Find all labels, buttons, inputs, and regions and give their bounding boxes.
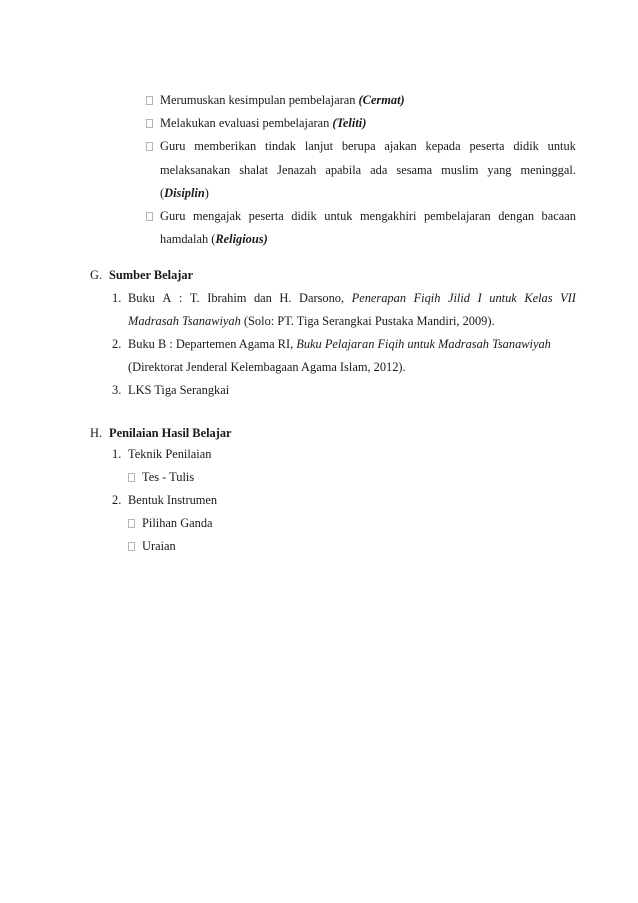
bullet-item-disiplin-tag: (Disiplin) (160, 186, 209, 200)
list-number: 3. (112, 383, 122, 397)
section-heading-h (90, 426, 232, 441)
checkbox-bullet-icon (128, 542, 135, 551)
section-label: G. (90, 268, 103, 282)
list-item-g2-line2: (Direktorat Jenderal Kelembagaan Agama Islam, 2012). (128, 360, 406, 374)
section-title: Penilaian Hasil Belajar (109, 426, 232, 440)
checkbox-bullet-icon (146, 96, 153, 105)
bullet-item-disiplin-line2: melaksanakan shalat Jenazah apabila ada sesama muslim yang meninggal. (160, 163, 576, 177)
list-number: 2. (112, 337, 122, 351)
bullet-item-religious-line1 (146, 209, 576, 224)
bullet-item-religious-line2: hamdalah (Religious) (160, 232, 268, 246)
list-number: 1. (112, 291, 122, 305)
bullet-item-teliti (146, 116, 366, 131)
checkbox-bullet-icon (146, 119, 153, 128)
sub-bullet-uraian: Uraian (128, 539, 176, 554)
checkbox-bullet-icon (146, 212, 153, 221)
bullet-item-disiplin-line1 (146, 139, 576, 154)
justified-words: Guru memberikan tindak lanjut berupa ajakan kepada peserta didik untuk (160, 139, 576, 153)
justified-words: Buku A : T. Ibrahim dan H. Darsono, Penerapan Fiqih Jilid I untuk Kelas VII (128, 291, 576, 305)
section-label: H. (90, 426, 103, 440)
checkbox-bullet-icon (128, 473, 135, 482)
section-heading-g (90, 268, 193, 283)
checkbox-bullet-icon (146, 142, 153, 151)
list-number: 2. (112, 493, 122, 507)
sub-bullet-tes-tulis: Tes - Tulis (128, 470, 194, 485)
checkbox-bullet-icon (128, 519, 135, 528)
list-item-g3: 3. LKS Tiga Serangkai (112, 383, 230, 397)
bullet-item-cermat (146, 93, 405, 108)
justified-words: Guru mengajak peserta didik untuk mengakhiri pembelajaran dengan bacaan (160, 209, 576, 223)
sub-bullet-pilihan-ganda: Pilihan Ganda (128, 516, 213, 531)
section-title: Sumber Belajar (109, 268, 194, 282)
list-number: 1. (112, 447, 122, 461)
list-item-g1-line1 (112, 291, 576, 306)
list-item-h1: 1. Teknik Penilaian (112, 447, 212, 461)
value-tag: Religious) (215, 232, 268, 246)
list-item-g2-line1: 2. Buku B : Departemen Agama RI, Buku Pelajaran Fiqih untuk Madrasah Tsanawiyah (112, 337, 551, 351)
list-item-h2: 2. Bentuk Instrumen (112, 493, 218, 507)
list-item-g1-line2: Madrasah Tsanawiyah (Solo: PT. Tiga Serangkai Pustaka Mandiri, 2009). (128, 314, 495, 328)
value-tag: (Teliti) (332, 116, 367, 130)
bullet-text: Merumuskan kesimpulan pembelajaran (160, 93, 356, 107)
value-tag: (Cermat) (358, 93, 405, 107)
bullet-text: Melakukan evaluasi pembelajaran (160, 116, 330, 130)
value-tag: Disiplin (164, 186, 205, 200)
